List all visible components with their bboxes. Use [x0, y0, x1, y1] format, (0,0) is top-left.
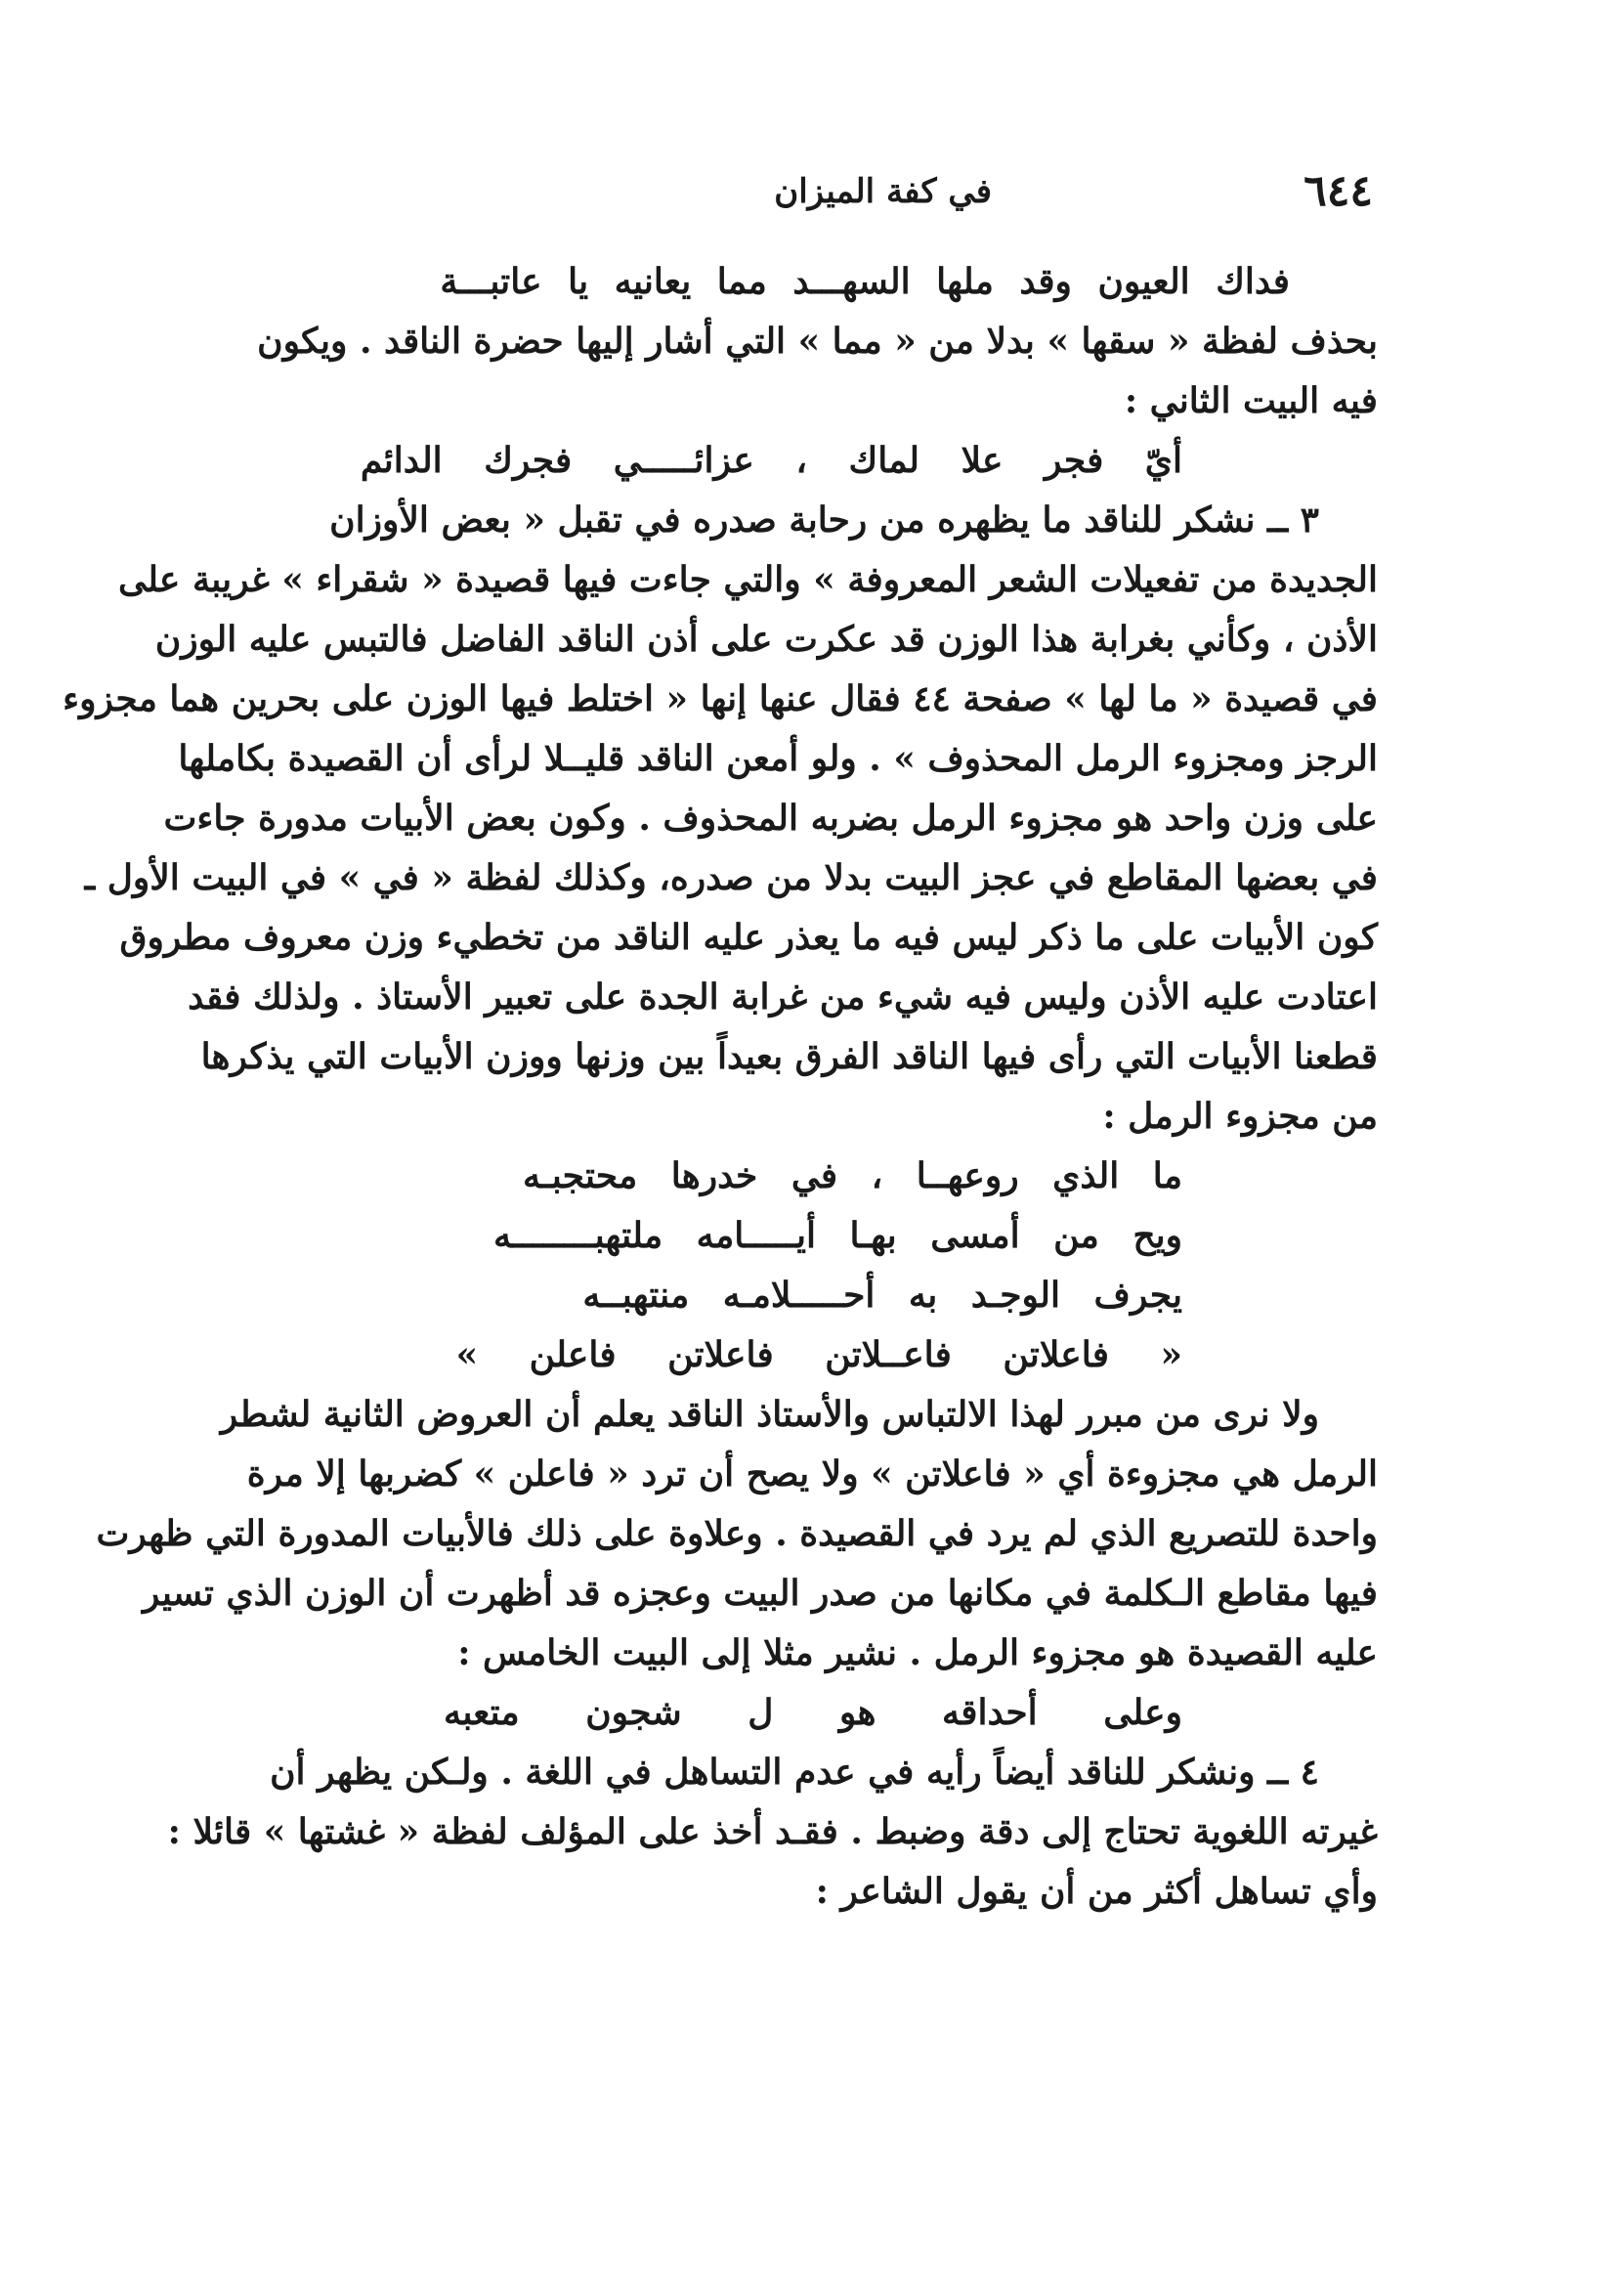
body-text	[63, 252, 1378, 1922]
paragraph-line: وأي تساهل أكثر من أن يقول الشاعر :	[815, 1871, 1378, 1912]
paragraph-line: فيها مقاطع الـكلمة في مكانها من صدر البيت وعجزه قد أظهرت أن الوزن الذي تسير	[143, 1573, 1378, 1614]
verse-line: ما الذي روعهــا ، في خدرها محتجبـه	[522, 1155, 1182, 1196]
paragraph-line: ٣ ــ نشكر للناقد ما يظهره من رحابة صدره في تقبل « بعض الأوزان	[329, 499, 1319, 541]
paragraph-line: ٤ ــ ونشكر للناقد أيضاً رأيه في عدم التساهل في اللغة . ولـكن يظهر أن	[270, 1752, 1319, 1793]
verse-line: يجرف الوجـد به أحـــــلامـه منتهبــه	[582, 1275, 1182, 1316]
paragraph-line: الجديدة من تفعيلات الشعر المعروفة » والتي جاءت فيها قصيدة « شقراء » غريبة على	[118, 559, 1378, 600]
verse-line: ويح من أمسى بهـا أيـــــامه ملتهبــــــــه	[492, 1215, 1182, 1256]
paragraph-line: قطعنا الأبيات التي رأى فيها الناقد الفرق بعيداً بين وزنها ووزن الأبيات التي يذكرها	[200, 1036, 1378, 1077]
paragraph-line: غيرته اللغوية تحتاج إلى دقة وضبط . فقـد أخذ على المؤلف لفظة « غشتها » قائلا :	[167, 1811, 1378, 1852]
running-title: في كفة الميزان	[774, 172, 992, 211]
page-number: ٦٤٤	[1303, 166, 1373, 216]
paragraph-line: في قصيدة « ما لها » صفحة ٤٤ فقال عنها إنها « اختلط فيها الوزن على بحرين هما مجزوء	[63, 678, 1378, 719]
paragraph-line: الرمل هي مجزوءة أي « فاعلاتن » ولا يصح أن ترد « فاعلن » كضربها إلا مرة	[246, 1453, 1378, 1494]
paragraph-line: على وزن واحد هو مجزوء الرمل بضربه المحذوف . وكون بعض الأبيات مدورة جاءت	[163, 798, 1378, 839]
paragraph-line: ولا نرى من مبرر لهذا الالتباس والأستاذ الناقد يعلم أن العروض الثانية لشطر	[220, 1394, 1319, 1435]
paragraph-line: كون الأبيات على ما ذكر ليس فيه ما يعذر عليه الناقد من تخطيء وزن معروف مطروق	[119, 917, 1378, 958]
paragraph-line: الرجز ومجزوء الرمل المحذوف » . ولو أمعن الناقد قليــلا لرأى أن القصيدة بكاملها	[178, 738, 1378, 779]
paragraph-line: اعتادت عليه الأذن وليس فيه شيء من غرابة الجدة على تعبير الأستاذ . ولذلك فقد	[188, 976, 1378, 1018]
verse-line: وعلى أحداقه هو ل شجون متعبه	[444, 1692, 1182, 1733]
verse-line: أيّ فجر علا لماك ، عزائـــــي فجرك الدائم	[360, 440, 1182, 481]
paragraph-line: واحدة للتصريع الذي لم يرد في القصيدة . وعلاوة على ذلك فالأبيات المدورة التي ظهرت	[96, 1513, 1378, 1554]
paragraph-line: عليه القصيدة هو مجزوء الرمل . نشير مثلا إلى البيت الخامس :	[457, 1632, 1378, 1673]
paragraph-line: فيه البيت الثاني :	[1124, 380, 1378, 421]
paragraph-line: الأذن ، وكأني بغرابة هذا الوزن قد عكرت على أذن الناقد الفاضل فالتبس عليه الوزن	[154, 619, 1378, 660]
verse-line: فداك العيون وقد ملها السهـــد مما يعانيه يا عاتبـــة	[440, 261, 1290, 302]
paragraph-line: بحذف لفظة « سقها » بدلا من « مما » التي أشار إليها حضرة الناقد . ويكون	[257, 321, 1378, 362]
meter-line: « فاعلاتن فاعــلاتن فاعلاتن فاعلن »	[455, 1334, 1182, 1375]
page-header	[239, 166, 1373, 225]
paragraph-line: من مجزوء الرمل :	[1102, 1096, 1378, 1137]
paragraph-line: في بعضها المقاطع في عجز البيت بدلا من صدره، وكذلك لفظة « في » في البيت الأول ـ	[84, 857, 1378, 898]
